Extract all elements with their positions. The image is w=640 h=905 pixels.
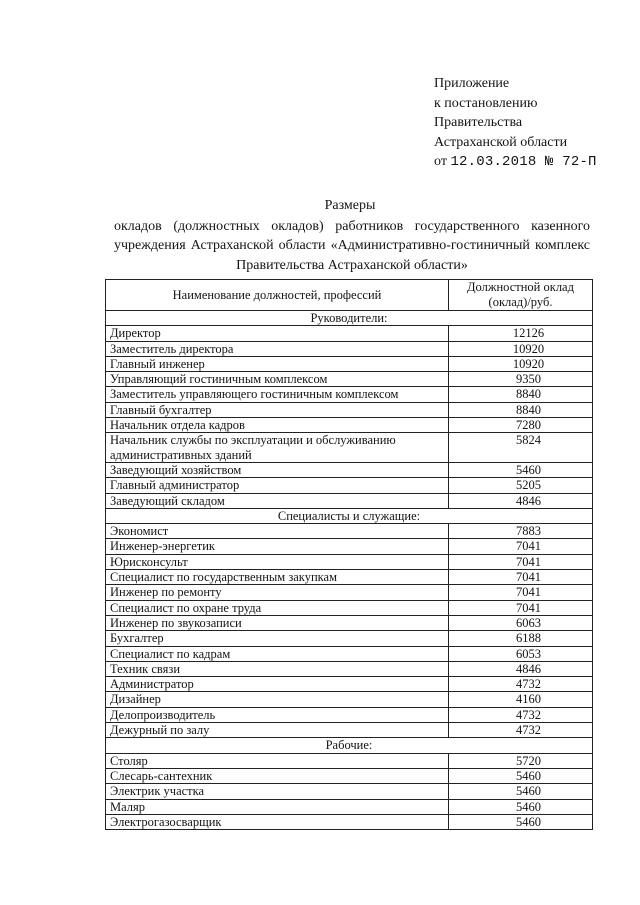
position-name: Делопроизводитель xyxy=(106,707,449,722)
position-name: Инженер по ремонту xyxy=(106,585,449,600)
position-name: Главный инженер xyxy=(106,356,449,371)
salary-table xyxy=(105,279,593,830)
position-salary: 4732 xyxy=(449,723,593,738)
position-name: Столяр xyxy=(106,753,449,768)
position-name: Инженер по звукозаписи xyxy=(106,615,449,630)
position-name: Специалист по государственным закупкам xyxy=(106,570,449,585)
section-title: Руководители: xyxy=(106,311,593,326)
appendix-block xyxy=(434,74,597,173)
position-salary: 5460 xyxy=(449,799,593,814)
position-salary: 7041 xyxy=(449,570,593,585)
position-name: Маляр xyxy=(106,799,449,814)
position-salary: 4732 xyxy=(449,707,593,722)
position-name: Главный бухгалтер xyxy=(106,402,449,417)
position-salary: 5205 xyxy=(449,478,593,493)
table-row xyxy=(106,493,593,508)
position-name: Техник связи xyxy=(106,661,449,676)
table-row xyxy=(106,631,593,646)
section-row xyxy=(106,738,593,753)
position-name: Дежурный по залу xyxy=(106,723,449,738)
section-row xyxy=(106,508,593,523)
appendix-line: к постановлению xyxy=(434,95,538,111)
position-name: Бухгалтер xyxy=(106,631,449,646)
position-name: Электрик участка xyxy=(106,784,449,799)
table-row xyxy=(106,387,593,402)
table-row xyxy=(106,677,593,692)
table-row xyxy=(106,585,593,600)
table-body xyxy=(106,311,593,830)
position-name: Инженер-энергетик xyxy=(106,539,449,554)
table-row xyxy=(106,341,593,356)
table-row xyxy=(106,418,593,433)
position-name: Заместитель директора xyxy=(106,341,449,356)
position-salary: 12126 xyxy=(449,326,593,341)
table-row xyxy=(106,784,593,799)
date-prefix: от xyxy=(434,154,447,169)
position-salary: 7883 xyxy=(449,524,593,539)
position-name: Начальник отдела кадров xyxy=(106,418,449,433)
table-row xyxy=(106,600,593,615)
position-salary: 5720 xyxy=(449,753,593,768)
position-salary: 5460 xyxy=(449,814,593,829)
table-header-row xyxy=(106,280,593,311)
table-row xyxy=(106,433,593,463)
position-salary: 7041 xyxy=(449,554,593,569)
table-row xyxy=(106,707,593,722)
position-salary: 10920 xyxy=(449,341,593,356)
position-salary: 7280 xyxy=(449,418,593,433)
title-heading: Размеры xyxy=(324,198,376,213)
position-salary: 4846 xyxy=(449,493,593,508)
position-name: Директор xyxy=(106,326,449,341)
table-row xyxy=(106,372,593,387)
table-row xyxy=(106,326,593,341)
position-salary: 6188 xyxy=(449,631,593,646)
header-position: Наименование должностей, профессий xyxy=(106,280,449,311)
title-subtitle: окладов (должностных окладов) работников государственного казенного учреждения Астраханской области «Административно-гостиничный комплекс Правительства Астраханской области» xyxy=(114,218,590,273)
table-row xyxy=(106,570,593,585)
position-name: Заведующий складом xyxy=(106,493,449,508)
position-name: Заместитель управляющего гостиничным комплексом xyxy=(106,387,449,402)
section-title: Специалисты и служащие: xyxy=(106,508,593,523)
table-row xyxy=(106,814,593,829)
position-name: Начальник службы по эксплуатации и обслуживанию административных зданий xyxy=(106,433,449,463)
section-title: Рабочие: xyxy=(106,738,593,753)
position-salary: 4160 xyxy=(449,692,593,707)
position-salary: 5460 xyxy=(449,462,593,477)
table-row xyxy=(106,753,593,768)
position-name: Специалист по охране труда xyxy=(106,600,449,615)
table-row xyxy=(106,615,593,630)
position-salary: 5460 xyxy=(449,768,593,783)
appendix-line: Астраханской области xyxy=(434,134,568,150)
table-row xyxy=(106,402,593,417)
table-row xyxy=(106,478,593,493)
table-row xyxy=(106,462,593,477)
position-name: Дизайнер xyxy=(106,692,449,707)
position-salary: 6063 xyxy=(449,615,593,630)
position-name: Электрогазосварщик xyxy=(106,814,449,829)
position-name: Администратор xyxy=(106,677,449,692)
position-salary: 4846 xyxy=(449,661,593,676)
position-salary: 8840 xyxy=(449,387,593,402)
document-title xyxy=(100,196,600,275)
position-salary: 4732 xyxy=(449,677,593,692)
position-salary: 6053 xyxy=(449,646,593,661)
position-salary: 9350 xyxy=(449,372,593,387)
table-row xyxy=(106,524,593,539)
position-name: Экономист xyxy=(106,524,449,539)
position-name: Слесарь-сантехник xyxy=(106,768,449,783)
table-row xyxy=(106,554,593,569)
position-name: Заведующий хозяйством xyxy=(106,462,449,477)
position-salary: 7041 xyxy=(449,539,593,554)
position-name: Юрисконсульт xyxy=(106,554,449,569)
position-name: Специалист по кадрам xyxy=(106,646,449,661)
position-salary: 7041 xyxy=(449,585,593,600)
position-name: Управляющий гостиничным комплексом xyxy=(106,372,449,387)
appendix-line: Приложение xyxy=(434,76,510,91)
position-salary: 10920 xyxy=(449,356,593,371)
table-row xyxy=(106,692,593,707)
table-row xyxy=(106,539,593,554)
date-value: 12.03.2018 № 72-П xyxy=(450,154,597,170)
position-name: Главный администратор xyxy=(106,478,449,493)
appendix-line: Правительства xyxy=(434,115,523,130)
table-row xyxy=(106,646,593,661)
appendix-date-line xyxy=(434,152,597,173)
table-row xyxy=(106,661,593,676)
table-row xyxy=(106,723,593,738)
position-salary: 5824 xyxy=(449,433,593,463)
table-row xyxy=(106,356,593,371)
position-salary: 7041 xyxy=(449,600,593,615)
table-row xyxy=(106,799,593,814)
table-row xyxy=(106,768,593,783)
position-salary: 8840 xyxy=(449,402,593,417)
position-salary: 5460 xyxy=(449,784,593,799)
section-row xyxy=(106,311,593,326)
header-salary: Должностной оклад (оклад)/руб. xyxy=(449,280,593,311)
